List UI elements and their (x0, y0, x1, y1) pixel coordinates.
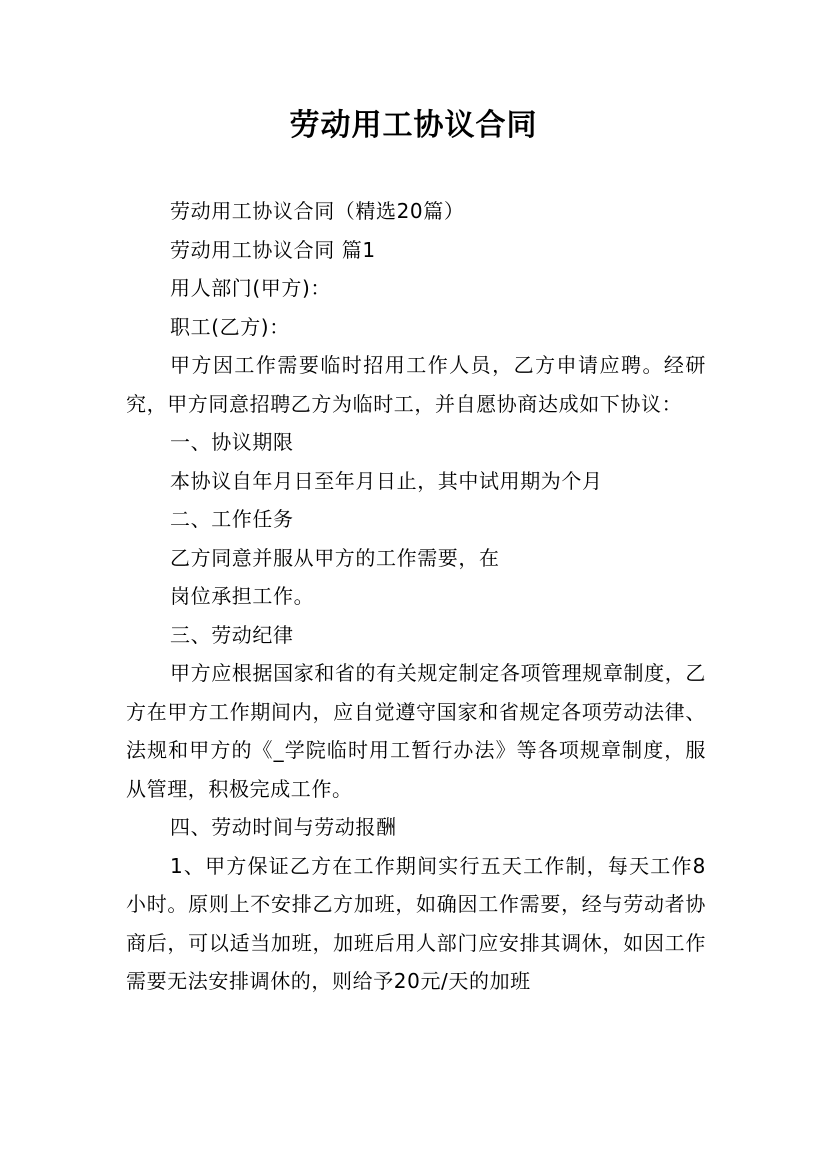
paragraph-heading-discipline: 三、劳动纪律 (170, 622, 294, 647)
paragraph-hours-pay: 1、甲方保证乙方在工作期间实行五天工作制，每天工作8小时。原则上不安排乙方加班，如确因工作需要，经与劳动者协商后，可以适当加班，加班后用人部门应安排其调休，如因工作需要无法安排调休的，则给予20元/天的加班 (126, 853, 706, 993)
paragraph-employer: 用人部门(甲方)： (170, 276, 332, 300)
paragraph-heading-term: 一、协议期限 (170, 430, 294, 454)
paragraph-subtitle: 劳动用工协议合同（精选20篇） (170, 199, 465, 223)
document-title: 劳动用工协议合同 (289, 108, 538, 143)
paragraph-section-heading: 劳动用工协议合同 篇1 (170, 237, 376, 262)
paragraph-intro: 甲方因工作需要临时招用工作人员，乙方申请应聘。经研究，甲方同意招聘乙方为临时工，并自愿协商达成如下协议： (126, 353, 706, 416)
paragraph-tasks: 乙方同意并服从甲方的工作需要，在 (170, 545, 500, 570)
paragraph-heading-tasks: 二、工作任务 (170, 507, 294, 531)
paragraph-employee: 职工(乙方)： (170, 314, 290, 339)
paragraph-discipline: 甲方应根据国家和省的有关规定制定各项管理规章制度，乙方在甲方工作期间内，应自觉遵守国家和省规定各项劳动法律、法规和甲方的《_学院临时用工暂行办法》等各项规章制度，服从管理，积极完成工作。 (126, 661, 706, 801)
paragraph-term: 本协议自年月日至年月日止，其中试用期为个月 (170, 468, 603, 493)
paragraph-heading-hours-pay: 四、劳动时间与劳动报酬 (170, 815, 397, 839)
paragraph-post: 岗位承担工作。 (170, 584, 315, 608)
document-body (126, 192, 706, 1001)
